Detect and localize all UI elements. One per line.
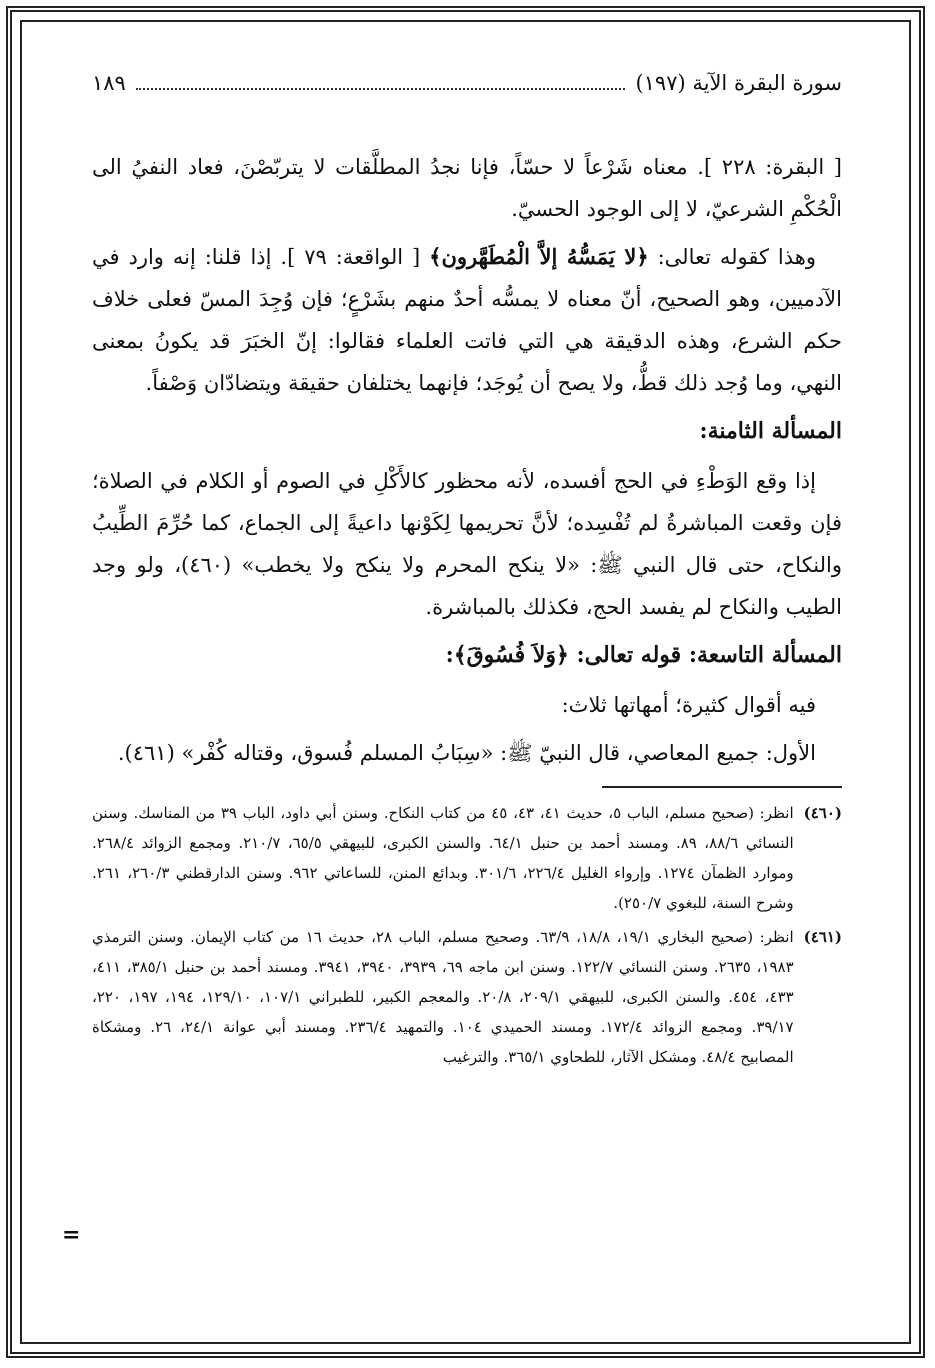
footnote-number: (٤٦٠) — [803, 804, 842, 822]
paragraph-2-intro: وهذا كقوله تعالى: — [648, 245, 817, 269]
footnote-number: (٤٦١) — [803, 928, 842, 946]
paragraph-5: الأول: جميع المعاصي، قال النبيّ ﷺ: «سِبَابُ المسلم فُسوق، وقتاله كُفْر» (٤٦١). — [117, 741, 816, 765]
header-title: سورة البقرة الآية (١٩٧) — [635, 71, 842, 95]
heading-issue-8: المسألة الثامنة: — [699, 418, 842, 444]
footnotes — [92, 798, 842, 1072]
paragraph-1: [ البقرة: ٢٢٨ ]. معناه شَرْعاً لا حسّاً، فإنا نجدُ المطلَّقات لا يتربّصْنَ، فعاد النفيُ الى الْحُكْمِ الشرعيّ، لا إلى الوجود الحسيّ. — [92, 155, 842, 221]
paragraph-4: فيه أقوال كثيرة؛ أمهاتها ثلاث: — [561, 693, 816, 717]
footnote-text: انظر: (صحيح البخاري ١٩/١، ١٨/٨، ٦٣/٩. وصحيح مسلم، الباب ٢٨، حديث ١٦ من كتاب الإيمان. وسنن الترمذي ١٩٨٣، ٢٦٣٥. وسنن النسائي ١٢٢/٧. وسنن ابن ماجه ٦٩، ٣٩٣٩، ٣٩٤٠، ٣٩٤١. ومسند أحمد بن حنبل ٣٨٥/١، ٤١١، ٤٣٣، ٤٥٤. والسنن الكبرى، للبيهقي ٢٠٩/١، ٢٠/٨. والمعجم الكبير، للطبراني ١٠٧/١، ١٢٩/١٠، ١٩٤، ١٩٧، ٢٢٠، ٣٩/١٧. ومجمع الزوائد ١٧٢/٤. ومسند الحميدي ١٠٤. والتمهيد ٢٣٦/٤. ومسند أبي عوانة ٢٤/١، ٢٦. ومشكاة المصابيح ٤٨/٤. ومشكل الآثار، للطحاوي ٣٦٥/١. والترغيب — [92, 928, 794, 1066]
heading-issue-9-label: المسألة التاسعة: قوله تعالى: — [568, 642, 842, 668]
header-dot-leader — [136, 88, 626, 90]
heading-issue-9 — [92, 634, 842, 676]
page-number: ١٨٩ — [92, 71, 126, 95]
quran-verse-fusuq: ﴿وَلاَ فُسُوقَ﴾ — [453, 642, 569, 668]
heading-issue-9-colon: : — [445, 642, 454, 668]
footnote — [92, 922, 842, 1072]
paragraph-2-rest: [ الواقعة: ٧٩ ]. إذا قلنا: إنه وارد في الآدميين، وهو الصحيح، أنّ معناه لا يمسُّه أحدٌ منهم بشَرْعٍ؛ فإن وُجِدَ المسّ فعلى خلاف حكم الشرع، وهذه الدقيقة هي التي فاتت العلماء فقالوا: إنّ الخبَرَ قد يكونُ بمعنى النهي، وما وُجد ذلك قطُّ، ولا يصح أن يُوجَد؛ فإنهما يختلفان حقيقة ويتضادّان وَصْفاً. — [92, 245, 842, 395]
paragraph-2 — [92, 236, 842, 404]
paragraph-3: إذا وقع الوَطْءِ في الحج أفسده، لأنه محظور كالأَكْلِ في الصوم أو الكلام في الصلاة؛ فإن وقعت المباشرةُ لم تُفْسِده؛ لأنَّ تحريمها لِكَوْنها داعيةً إلى الجماع، كما حُرِّمَ الطِّيبُ والنكاح، حتى قال النبي ﷺ: «لا ينكح المحرم ولا ينكح ولا يخطب» (٤٦٠)، ولو وجد الطيب والنكاح لم يفسد الحج، فكذلك بالمباشرة. — [92, 469, 842, 619]
main-text — [92, 146, 842, 774]
footnote — [92, 798, 842, 918]
quran-verse: ﴿لا يَمَسُّهُ إلاَّ الْمُطَهَّرون﴾ — [429, 244, 649, 269]
running-header — [92, 60, 842, 106]
book-page — [92, 60, 842, 1330]
continuation-mark: = — [62, 1222, 81, 1248]
footnote-separator — [602, 786, 842, 788]
footnote-text: انظر: (صحيح مسلم، الباب ٥، حديث ٤١، ٤٣، ٤٥ من كتاب النكاح. وسنن أبي داود، الباب ٣٩ من المناسك. وسنن النسائي ٨٨/٦، ٨٩. ومسند أحمد بن حنبل ٦٤/١. والسنن الكبرى، للبيهقي ٦٥/٥، ٢١٠/٧. ومجمع الزوائد ٢٦٨/٤. وموارد الظمآن ١٢٧٤. وإرواء الغليل ٢٢٦/٤، ٣٠١/٦. وبدائع المنن، للساعاتي ٩٦٢. وسنن الدارقطني ٢٦٠/٣، ٢٦١. وشرح السنة، للبغوي ٢٥٠/٧). — [92, 804, 794, 912]
